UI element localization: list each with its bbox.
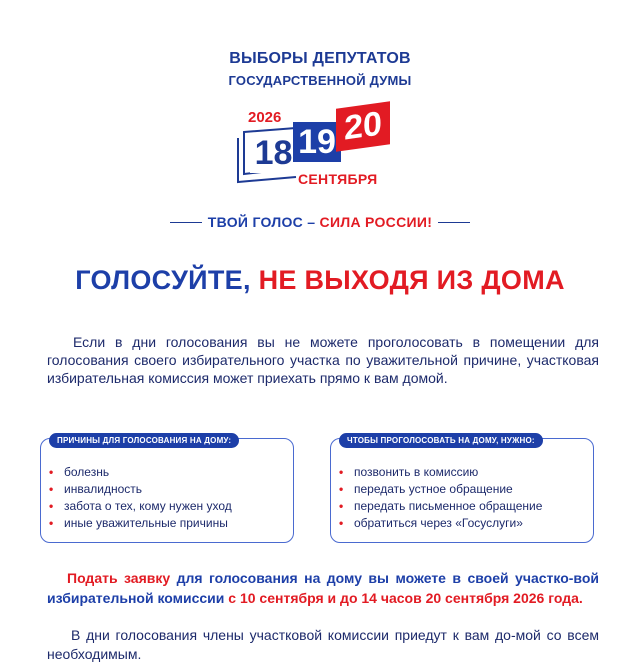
bullet-icon: • bbox=[49, 482, 54, 496]
year-label: 2026 bbox=[248, 109, 282, 126]
list-item: • иные уважительные причины bbox=[49, 516, 228, 530]
bullet-icon: • bbox=[339, 482, 344, 496]
howto-tag: ЧТОБЫ ПРОГОЛОСОВАТЬ НА ДОМУ, НУЖНО: bbox=[339, 433, 543, 448]
apply-part3: с 10 сентября и до 14 часов 20 сентября 2026 года. bbox=[228, 590, 583, 606]
list-item: • передать письменное обращение bbox=[339, 499, 543, 513]
month-label: СЕНТЯБРЯ bbox=[298, 171, 378, 187]
bullet-icon: • bbox=[49, 499, 54, 513]
howto-list bbox=[339, 464, 542, 532]
slogan bbox=[0, 214, 640, 230]
title-line-2: ГОСУДАРСТВЕННОЙ ДУМЫ bbox=[228, 73, 412, 88]
list-item: • обратиться через «Госуслуги» bbox=[339, 516, 523, 530]
apply-part2: для голосования на дому вы можете в своей участко-вой избирательной комиссии bbox=[47, 570, 599, 606]
visit-paragraph: В дни голосования члены участковой комиссии приедут к вам до-мой со всем необходимым. bbox=[47, 627, 599, 662]
date-day-19: 19 bbox=[293, 122, 341, 162]
election-dates-logo bbox=[236, 100, 416, 195]
bullet-icon: • bbox=[339, 465, 344, 479]
list-item: • позвонить в комиссию bbox=[339, 465, 479, 479]
bullet-icon: • bbox=[49, 465, 54, 479]
slogan-part1: ТВОЙ ГОЛОС – bbox=[207, 214, 320, 230]
apply-part1: Подать заявку bbox=[67, 570, 171, 586]
date-day-20: 20 bbox=[336, 101, 390, 152]
reasons-card bbox=[40, 438, 294, 543]
apply-paragraph bbox=[47, 568, 599, 608]
list-item: • забота о тех, кому нужен уход bbox=[49, 499, 232, 513]
list-item: • болезнь bbox=[49, 465, 110, 479]
bullet-icon: • bbox=[339, 499, 344, 513]
reasons-tag: ПРИЧИНЫ ДЛЯ ГОЛОСОВАНИЯ НА ДОМУ: bbox=[49, 433, 239, 448]
date-day-18: 18 bbox=[250, 133, 297, 173]
list-item: • передать устное обращение bbox=[339, 482, 513, 496]
list-item: • инвалидность bbox=[49, 482, 142, 496]
reasons-list bbox=[49, 464, 232, 532]
howto-card bbox=[330, 438, 594, 543]
bullet-icon: • bbox=[49, 516, 54, 530]
title-line-1: ВЫБОРЫ ДЕПУТАТОВ bbox=[229, 50, 411, 67]
headline-part2: НЕ ВЫХОДЯ ИЗ ДОМА bbox=[258, 265, 565, 295]
intro-paragraph: Если в дни голосования вы не можете проголосовать в помещении для голосования своего избирательного участка по уважительной причине, участковая избирательная комиссия может приехать прямо к вам домой. bbox=[47, 334, 599, 386]
headline-part1: ГОЛОСУЙТЕ, bbox=[75, 265, 259, 295]
bullet-icon: • bbox=[339, 516, 344, 530]
slogan-part2: СИЛА РОССИИ! bbox=[319, 214, 433, 230]
headline bbox=[0, 265, 640, 296]
